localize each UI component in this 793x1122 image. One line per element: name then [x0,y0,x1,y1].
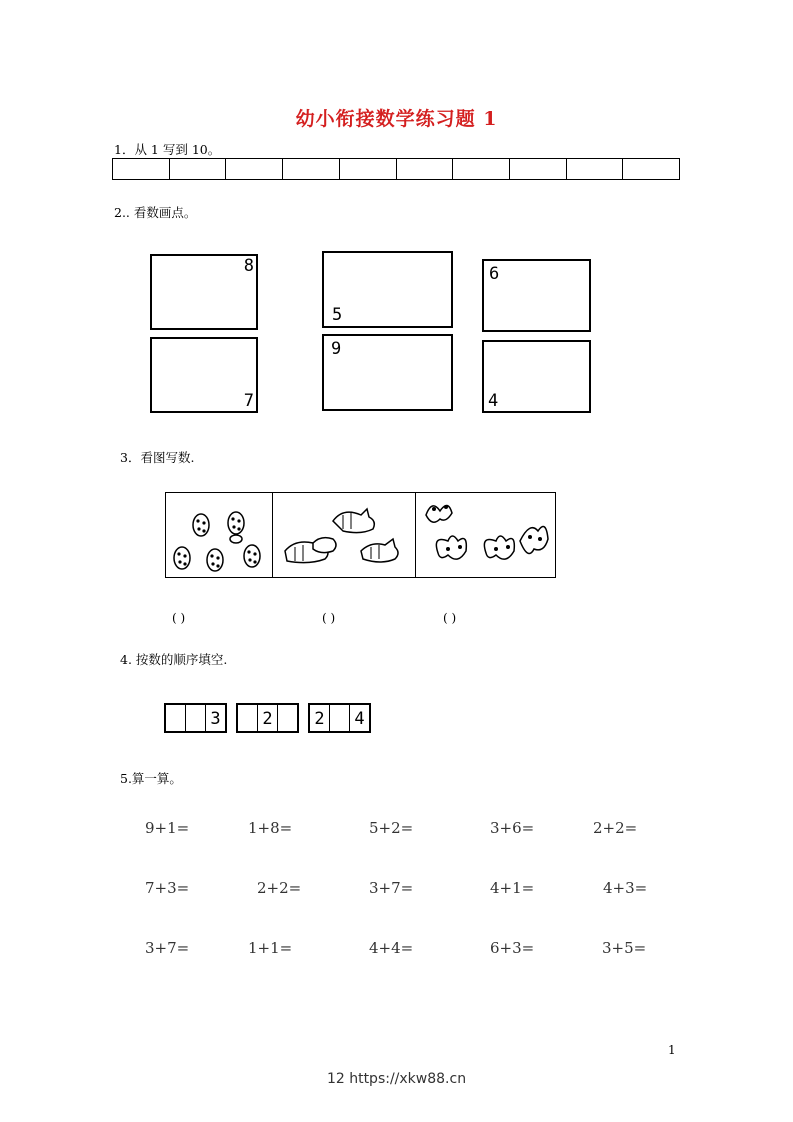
equation[interactable]: 7+3= [145,879,190,897]
sequence-cell[interactable] [238,705,258,731]
box-number: 5 [332,305,343,325]
answer-cell[interactable] [397,159,454,179]
sequence-group-3 [308,703,371,733]
question-2-label: 2.. 看数画点。 [114,205,197,220]
equation[interactable]: 1+8= [248,819,293,837]
dot-box-6[interactable] [482,259,591,332]
box-number: 7 [243,391,254,411]
box-number: 6 [489,264,500,284]
answer-cell[interactable] [340,159,397,179]
dot-box-7[interactable] [150,337,258,413]
equation[interactable]: 4+1= [490,879,535,897]
page-title: 幼小衔接数学练习题 1 [295,108,498,130]
answer-blank-butterflies[interactable]: ( ) [443,611,457,625]
dot-box-5[interactable] [322,251,453,328]
answer-cell[interactable] [113,159,170,179]
dot-box-8[interactable] [150,254,258,330]
box-number: 8 [243,256,254,276]
answer-cell[interactable] [567,159,624,179]
question-1-label: 1．从 1 写到 10。 [114,142,221,157]
equation[interactable]: 4+3= [603,879,648,897]
dot-box-4[interactable] [482,340,591,413]
butterflies-panel [416,493,557,577]
equation[interactable]: 4+4= [369,939,414,957]
sequence-cell[interactable] [166,705,186,731]
ladybugs-illustration [166,493,272,577]
answer-cell[interactable] [226,159,283,179]
sequence-group-2 [236,703,299,733]
question-5-label: 5.算一算。 [120,771,182,786]
sequence-cell[interactable] [186,705,206,731]
equation[interactable]: 3+5= [602,939,647,957]
equation[interactable]: 9+1= [145,819,190,837]
answer-cell[interactable] [170,159,227,179]
equation[interactable]: 3+7= [369,879,414,897]
answer-cell[interactable] [510,159,567,179]
dot-box-9[interactable] [322,334,453,411]
answer-cell[interactable] [623,159,679,179]
question-3-label: 3．看图写数. [120,450,195,465]
sequence-cell[interactable] [278,705,297,731]
write-1-to-10-grid [112,158,680,180]
equation[interactable]: 1+1= [248,939,293,957]
equation[interactable]: 5+2= [369,819,414,837]
cats-panel [273,493,416,577]
answer-blank-cats[interactable]: ( ) [322,611,336,625]
sequence-cell: 2 [310,705,330,731]
footer-watermark: 12 https://xkw88.cn [326,1071,467,1087]
sequence-cell[interactable] [330,705,350,731]
sequence-cell: 4 [354,709,365,729]
box-number: 9 [331,339,342,359]
equation[interactable]: 6+3= [490,939,535,957]
box-number: 4 [488,391,499,411]
answer-blank-ladybugs[interactable]: ( ) [172,611,186,625]
cats-illustration [273,493,415,577]
equation[interactable]: 2+2= [593,819,638,837]
equation[interactable]: 2+2= [257,879,302,897]
answer-cell[interactable] [453,159,510,179]
page-number: 1 [668,1043,676,1057]
ladybugs-panel [166,493,273,577]
sequence-cell: 2 [258,705,278,731]
question-4-label: 4. 按数的顺序填空. [120,652,228,667]
answer-cell[interactable] [283,159,340,179]
picture-strip [165,492,556,578]
equation[interactable]: 3+6= [490,819,535,837]
equation[interactable]: 3+7= [145,939,190,957]
sequence-group-1 [164,703,227,733]
sequence-cell: 3 [210,709,221,729]
butterflies-illustration [416,493,557,577]
